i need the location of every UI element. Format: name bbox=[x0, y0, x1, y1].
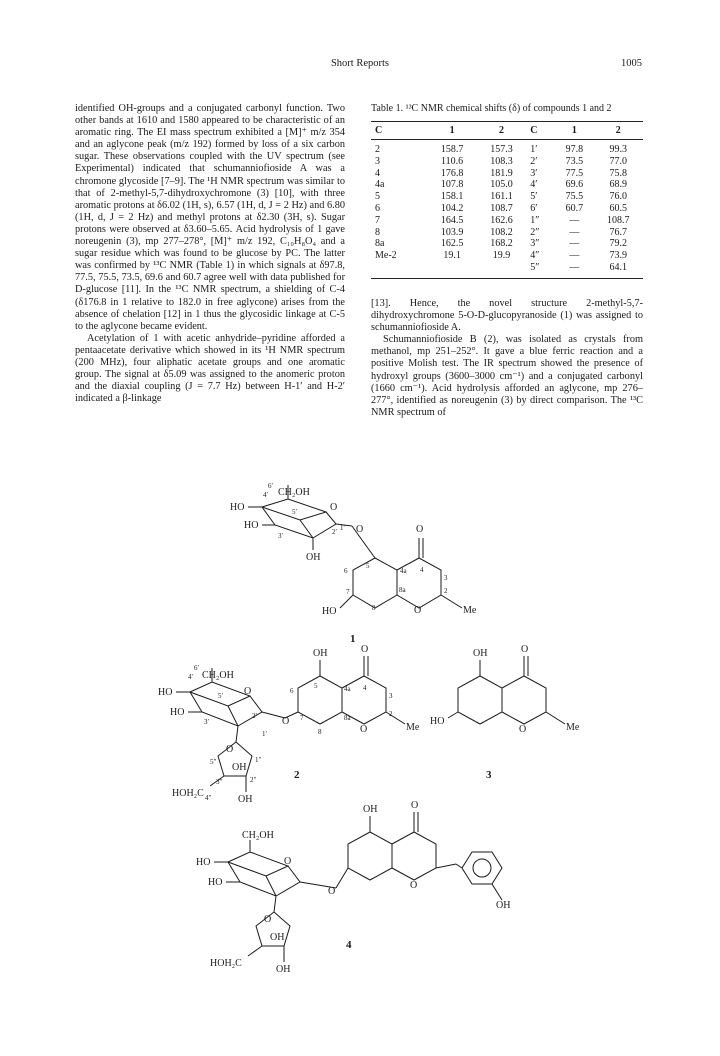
nmr-table bbox=[371, 121, 643, 279]
atom-label: 2′ bbox=[332, 528, 338, 536]
atom-label: 4 bbox=[363, 684, 367, 692]
table-row bbox=[371, 227, 643, 239]
table-cell: 77.0 bbox=[609, 155, 628, 167]
atom-label: 5″ bbox=[210, 758, 217, 766]
atom-label: 1′ bbox=[340, 524, 346, 532]
table-cell: 3″ bbox=[530, 238, 540, 250]
table-cell: 162.5 bbox=[440, 238, 464, 250]
table-header-cell: 2 bbox=[477, 122, 526, 140]
table-cell: 1″ bbox=[530, 214, 540, 226]
bond bbox=[448, 712, 458, 718]
nmr-table-block bbox=[371, 103, 643, 279]
atom-label: HO bbox=[158, 687, 173, 698]
atom-label: 4′ bbox=[188, 673, 194, 681]
table-cell: 161.1 bbox=[490, 191, 513, 203]
table-cell: Me-2 bbox=[375, 250, 397, 262]
table-row bbox=[371, 168, 643, 180]
bond bbox=[298, 676, 342, 724]
atom-label: HO bbox=[196, 857, 211, 868]
atom-label: O bbox=[356, 524, 364, 535]
atom-label: O bbox=[521, 644, 529, 655]
table-header-cell: 1 bbox=[555, 122, 593, 140]
atom-label: 5 bbox=[366, 562, 370, 570]
structure-1 bbox=[230, 482, 477, 645]
table-cell: 157.3 bbox=[490, 144, 513, 155]
atom-label: O bbox=[361, 644, 369, 655]
table-header-cell: C bbox=[371, 122, 427, 140]
table-cell: 6 bbox=[375, 202, 380, 214]
bond bbox=[546, 712, 565, 724]
compound-number: 4 bbox=[346, 939, 352, 951]
structure-4 bbox=[196, 800, 510, 975]
table-cell: 104.2 bbox=[440, 202, 464, 214]
compound-number: 3 bbox=[486, 769, 492, 781]
table-cell: 168.2 bbox=[490, 238, 513, 250]
atom-label: 4″ bbox=[205, 794, 212, 802]
bond bbox=[502, 676, 546, 724]
table-cell: 99.3 bbox=[609, 144, 628, 155]
table-cell: 76.7 bbox=[609, 226, 628, 238]
atom-label: O bbox=[244, 686, 252, 697]
table-cell: 79.2 bbox=[609, 238, 628, 250]
table-row bbox=[371, 215, 643, 227]
table-row bbox=[371, 238, 643, 250]
atom-label: CH₂OH bbox=[242, 830, 274, 841]
atom-label: 4 bbox=[420, 566, 424, 574]
atom-label: 1″ bbox=[255, 756, 262, 764]
table-cell: 2 bbox=[375, 144, 380, 155]
table-cell: — bbox=[569, 250, 580, 262]
atom-label: O bbox=[226, 744, 234, 755]
table-cell: 2″ bbox=[530, 226, 540, 238]
table-cell: 3 bbox=[375, 155, 380, 167]
atom-label: O bbox=[264, 914, 272, 925]
atom-label: 3′ bbox=[278, 532, 284, 540]
chemical-structures bbox=[0, 480, 720, 1040]
atom-label: 6′ bbox=[194, 664, 200, 672]
table-cell: 5′ bbox=[530, 191, 538, 203]
table-cell: 108.2 bbox=[490, 226, 513, 238]
table-cell: 69.6 bbox=[565, 179, 584, 191]
atom-label: OH bbox=[363, 804, 378, 815]
table-row bbox=[371, 262, 643, 278]
bond bbox=[397, 558, 441, 608]
bond bbox=[274, 896, 276, 912]
atom-label: HO bbox=[230, 502, 245, 513]
table-cell: 19.9 bbox=[492, 250, 511, 262]
table-cell: 19.1 bbox=[443, 250, 461, 262]
table-cell: 73.9 bbox=[609, 250, 628, 262]
table-caption: Table 1. ¹³C NMR chemical shifts (δ) of compounds 1 and 2 bbox=[371, 103, 612, 114]
atom-label: O bbox=[416, 524, 424, 535]
table-header-cell: 2 bbox=[594, 122, 643, 140]
table-cell: 7 bbox=[375, 214, 380, 226]
atom-label: OH bbox=[238, 794, 253, 805]
bond bbox=[348, 832, 392, 880]
atom-label: HO bbox=[170, 707, 185, 718]
table-row bbox=[371, 250, 643, 262]
atom-label: 5′ bbox=[218, 692, 224, 700]
table-cell: 8a bbox=[375, 238, 385, 250]
atom-label: HO bbox=[208, 877, 223, 888]
table-cell: 3′ bbox=[530, 167, 538, 179]
bond bbox=[362, 540, 375, 558]
atom-label: 3′ bbox=[204, 718, 210, 726]
structure-3 bbox=[430, 644, 580, 781]
atom-label: HO bbox=[322, 606, 337, 617]
running-header bbox=[0, 58, 720, 74]
table-cell: 2′ bbox=[530, 155, 538, 167]
table-cell: 4″ bbox=[530, 250, 540, 262]
atom-label: O bbox=[411, 800, 419, 811]
atom-label: OH bbox=[276, 964, 291, 975]
table-header-cell: C bbox=[526, 122, 555, 140]
table-cell: 5″ bbox=[526, 262, 555, 278]
atom-label: OH bbox=[496, 900, 511, 911]
atom-label: 5 bbox=[314, 682, 318, 690]
table-cell: 176.8 bbox=[440, 167, 464, 179]
paragraph: identified OH-groups and a conjugated carbonyl function. Two other bands at 1610 and 1580 appeared to be characteristic of an aromatic ring. The EI mass spectrum exhibited a [M]⁺ m/z 354 and an aglycone peak (m/z 192) formed by loss of a six carbon sugar. These observations coupled with the UV spectrum (see Experimental) indicated that schumanniofioside A was a chromone glycoside [7–9]. The ¹H NMR spectrum was similar to that of 2-methyl-5,7-dihydroxychromone (3) [10], with three aromatic protons at δ6.02 (1H, s), 6.57 (1H, d, J = 2 Hz) and 6.80 (1H, d, J = 2 Hz) and methyl protons at δ2.30 (3H, s). Sugar protons were observed at δ3.60–5.65. Acid hydrolysis of 1 gave noreugenin (3), mp 277–278°, [M]⁺ m/z 192, C₁₀H₈O₄ and a sugar residue which was found to be glucose by PC. The latter was confirmed by ¹³C NMR (Table 1) in which signals at δ97.8, 77.5, 75.5, 73.5, 69.6 and 60.7 agree well with data published for D-glucose [11]. In the ¹³C NMR spectrum, a shielding of C-4 (δ176.8 in 1 relative to 182.0 in free aglycone) arises from the absence of chelation [12] in 1 thus the glycosidic linkage at C-5 to the aglycone became evident. bbox=[75, 103, 345, 332]
atom-label: OH bbox=[313, 648, 328, 659]
paragraph: Schumanniofioside B (2), was isolated as crystals from methanol, mp 251–252°. It gave a blue ferric reaction and a positive Molish test. The IR spectrum showed the presence of hydroxyl groups (3600–3000 cm⁻¹) and a conjugated carbonyl (1660 cm⁻¹). Acid hydrolysis afforded an aglycone, mp 276–277°, identified as noreugenin (3) by direct comparison. The ¹³C NMR spectrum of bbox=[371, 334, 643, 418]
table-row bbox=[371, 179, 643, 191]
atom-label: 2 bbox=[444, 587, 448, 595]
atom-label: 8 bbox=[318, 728, 322, 736]
table-cell: 75.8 bbox=[609, 167, 628, 179]
table-row bbox=[371, 156, 643, 168]
atom-label: O bbox=[328, 886, 336, 897]
bond bbox=[473, 859, 491, 877]
journal-section-title: Short Reports bbox=[330, 58, 390, 69]
atom-label: Me bbox=[566, 722, 580, 733]
table-cell: 4 bbox=[375, 167, 380, 179]
table-cell: — bbox=[569, 226, 580, 238]
table-cell: 164.5 bbox=[440, 214, 464, 226]
bond bbox=[228, 862, 300, 896]
atom-label: 8a bbox=[344, 714, 351, 722]
table-row bbox=[371, 191, 643, 203]
atom-label: O bbox=[284, 856, 292, 867]
table-cell: 158.7 bbox=[440, 144, 464, 155]
table-cell: 181.9 bbox=[490, 167, 513, 179]
atom-label: 7 bbox=[300, 714, 304, 722]
atom-label: OH bbox=[306, 552, 321, 563]
table-cell: 5 bbox=[375, 191, 380, 203]
bond bbox=[492, 884, 502, 900]
bond bbox=[236, 726, 238, 742]
table-cell bbox=[427, 262, 476, 278]
atom-label: OH bbox=[473, 648, 488, 659]
bond bbox=[353, 558, 397, 608]
atom-label: O bbox=[330, 502, 338, 513]
atom-label: 2 bbox=[389, 710, 393, 718]
atom-label: 4′ bbox=[263, 491, 269, 499]
table-cell: 105.0 bbox=[490, 179, 513, 191]
bond bbox=[190, 692, 262, 726]
table-cell: 103.9 bbox=[440, 226, 464, 238]
atom-label: HOH₂C bbox=[210, 958, 242, 969]
table-cell bbox=[371, 262, 427, 278]
bond bbox=[248, 946, 262, 956]
table-cell: 1′ bbox=[530, 144, 538, 155]
table-cell: 60.5 bbox=[609, 202, 628, 214]
page-number: 1005 bbox=[621, 58, 642, 69]
atom-label: CH₂OH bbox=[278, 487, 310, 498]
atom-label: OH bbox=[270, 932, 285, 943]
bond bbox=[441, 595, 462, 608]
atom-label: 3″ bbox=[216, 778, 223, 786]
atom-label: 1′ bbox=[262, 730, 268, 738]
table-cell: 108.3 bbox=[490, 155, 513, 167]
table-cell: 108.7 bbox=[490, 202, 513, 214]
table-cell: 6′ bbox=[530, 202, 538, 214]
table-cell: 4a bbox=[375, 179, 385, 191]
table-row bbox=[371, 140, 643, 156]
table-header-row bbox=[371, 122, 643, 140]
table-cell bbox=[477, 262, 526, 278]
table-cell: 8 bbox=[375, 226, 380, 238]
table-cell: 68.9 bbox=[609, 179, 628, 191]
structure-2 bbox=[158, 644, 420, 805]
table-cell: — bbox=[569, 214, 580, 226]
atom-label: 2′ bbox=[252, 712, 258, 720]
atom-label: 4a bbox=[344, 685, 351, 693]
table-cell: — bbox=[555, 262, 593, 278]
atom-label: OH bbox=[232, 762, 247, 773]
atom-label: 3 bbox=[389, 692, 393, 700]
table-cell: 60.7 bbox=[565, 202, 584, 214]
atom-label: 8a bbox=[399, 586, 406, 594]
atom-label: 3 bbox=[444, 574, 448, 582]
atom-label: 4a bbox=[400, 567, 407, 575]
atom-label: CH₂OH bbox=[202, 670, 234, 681]
table-cell: 97.8 bbox=[565, 144, 584, 155]
paragraph: [13]. Hence, the novel structure 2-methyl-5,7-dihydroxychromone 5-O-D-glucopyranoside (1) was assigned to schumanniofioside A. bbox=[371, 298, 643, 334]
table-cell: 4′ bbox=[530, 179, 538, 191]
table-cell: 110.6 bbox=[441, 155, 464, 167]
bond bbox=[392, 832, 436, 880]
right-text-column bbox=[371, 298, 643, 419]
table-cell: 162.6 bbox=[490, 214, 513, 226]
atom-label: 2″ bbox=[250, 776, 257, 784]
table-row bbox=[371, 203, 643, 215]
bond bbox=[340, 595, 353, 608]
atom-label: 7 bbox=[346, 588, 350, 596]
table-cell: 75.5 bbox=[565, 191, 584, 203]
atom-label: HO bbox=[244, 520, 259, 531]
atom-label: 6 bbox=[290, 687, 294, 695]
bond bbox=[458, 676, 502, 724]
table-cell: 76.0 bbox=[609, 191, 628, 203]
bond bbox=[462, 852, 502, 884]
atom-label: O bbox=[410, 880, 418, 891]
table-header-cell: 1 bbox=[427, 122, 476, 140]
atom-label: 6′ bbox=[268, 482, 274, 490]
compound-number: 2 bbox=[294, 769, 300, 781]
atom-label: O bbox=[519, 724, 527, 735]
atom-label: 6 bbox=[344, 567, 348, 575]
paragraph: Acetylation of 1 with acetic anhydride–pyridine afforded a pentaacetate derivative which showed in its ¹H NMR spectrum (200 MHz), four aliphatic acetate groups and one aromatic group. The signal at δ5.09 was assigned to the anomeric proton and the diaxial coupling (J = 7.7 Hz) between H-1′ and H-2′ indicated a β-linkage bbox=[75, 332, 345, 405]
atom-label: HOH₂C bbox=[172, 788, 204, 799]
left-text-column bbox=[75, 103, 345, 405]
atom-label: Me bbox=[463, 605, 477, 616]
atom-label: O bbox=[414, 605, 422, 616]
table-cell: 158.1 bbox=[440, 191, 464, 203]
table-cell: 77.5 bbox=[565, 167, 584, 179]
atom-label: HO bbox=[430, 716, 445, 727]
table-cell: 64.1 bbox=[594, 262, 643, 278]
bond bbox=[336, 868, 348, 888]
table-cell: 73.5 bbox=[565, 155, 584, 167]
compound-number: 1 bbox=[350, 633, 356, 645]
table-cell: 108.7 bbox=[607, 214, 630, 226]
table-cell: — bbox=[569, 238, 580, 250]
bond bbox=[456, 864, 462, 868]
bond bbox=[228, 852, 288, 876]
bond bbox=[436, 864, 456, 868]
atom-label: 8 bbox=[372, 604, 376, 612]
atom-label: O bbox=[282, 716, 290, 727]
atom-label: 5′ bbox=[292, 508, 298, 516]
table-cell: 107.8 bbox=[440, 179, 464, 191]
atom-label: Me bbox=[406, 722, 420, 733]
atom-label: O bbox=[360, 724, 368, 735]
